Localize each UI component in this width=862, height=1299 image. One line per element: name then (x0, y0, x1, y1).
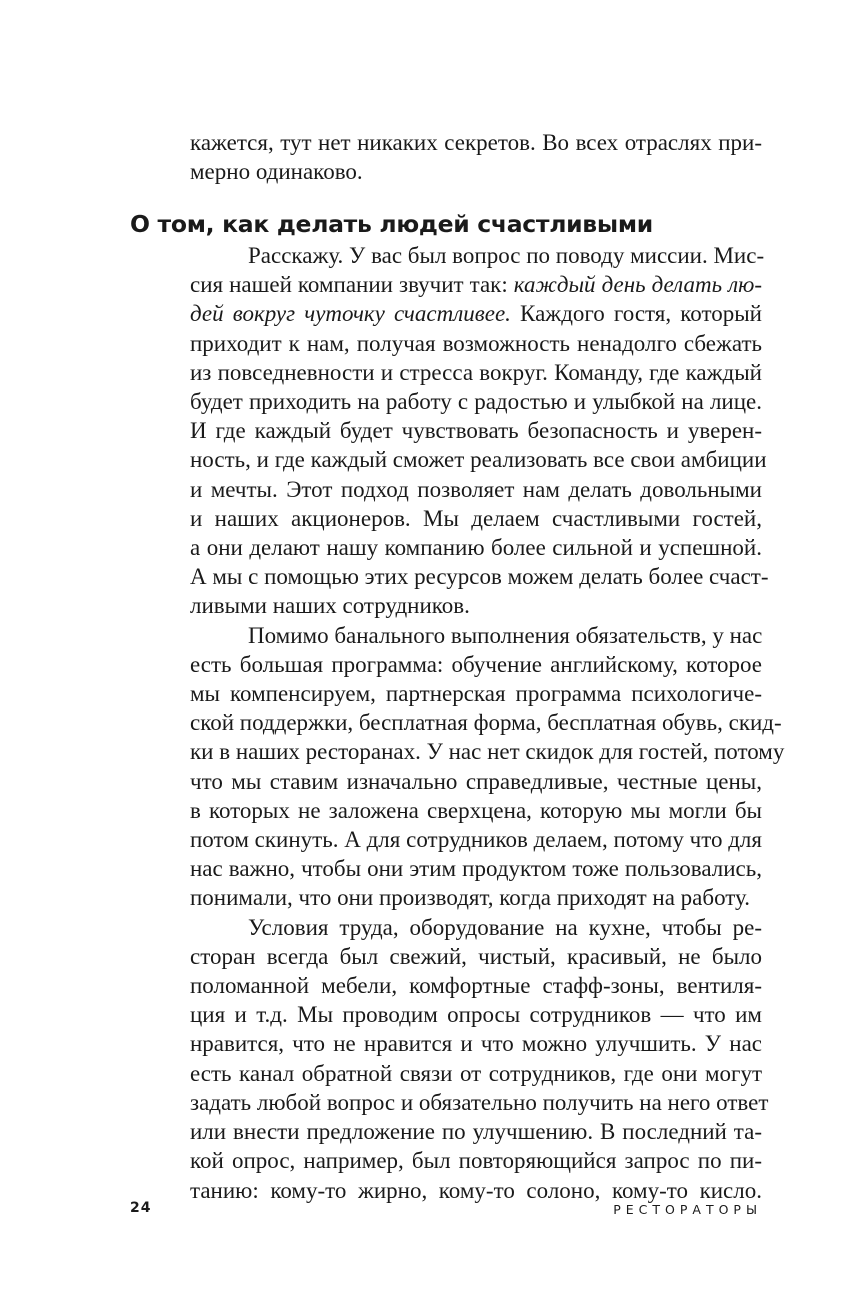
text-line: а они делают нашу компанию более сильной и успешной. (190, 535, 762, 561)
text-line: из повседневности и стресса вокруг. Команду, где каждый (190, 359, 762, 385)
text-line: и мечты. Этот подход позволяет нам делать довольными (190, 476, 762, 502)
text-line: поломанной мебели, комфортные стафф-зоны, вентиля- (190, 973, 762, 999)
intro-paragraph (190, 128, 762, 186)
text-line: мерно одинаково. (190, 159, 363, 185)
text-line: ки в наших ресторанах. У нас нет скидок для гостей, потому (190, 739, 785, 765)
text-line: есть канал обратной связи от сотрудников, где они могут (190, 1060, 762, 1086)
running-title: РЕСТОРАТОРЫ (613, 1202, 762, 1217)
text-line: И где каждый будет чувствовать безопасность и уверен- (190, 418, 762, 444)
text-line: задать любой вопрос и обязательно получить на него ответ (190, 1089, 769, 1115)
text-line: кажется, тут нет никаких секретов. Во всех отраслях при- (190, 130, 762, 155)
text-line: Условия труда, оборудование на кухне, чтобы ре- (248, 914, 762, 940)
body-text (190, 241, 785, 1205)
text-line: ской поддержки, бесплатная форма, бесплатная обувь, скид- (190, 710, 782, 736)
mission-italic: каждый день делать лю- (513, 272, 762, 298)
text-line: ливыми наших сотрудников. (190, 593, 470, 619)
text-line: Помимо банального выполнения обязательств, у нас (248, 622, 763, 648)
text-line: будет приходить на работу с радостью и улыбкой на лице. (190, 389, 762, 415)
text-line: кой опрос, например, был повторяющийся запрос по пи- (190, 1148, 762, 1174)
text-line: понимали, что они производят, когда приходят на работу. (190, 885, 750, 911)
text-line: танию: кому-то жирно, кому-то солоно, кому-то кисло. (190, 1177, 762, 1203)
text-line: нравится, что не нравится и что можно улучшить. У нас (190, 1031, 762, 1057)
text-line: А мы с помощью этих ресурсов можем делать более счаст- (190, 564, 769, 590)
text-line: нас важно, чтобы они этим продуктом тоже пользовались, (190, 856, 762, 882)
text-line: мы компенсируем, партнерская программа психологиче- (190, 681, 762, 707)
text-line: сторан всегда был свежий, чистый, красивый, не было (190, 943, 762, 969)
text-line (190, 270, 762, 299)
text-line: ция и т.д. Мы проводим опросы сотрудников — что им (190, 1002, 762, 1028)
text-line: что мы ставим изначально справедливые, честные цены, (190, 768, 762, 794)
text-line: и наших акционеров. Мы делаем счастливыми гостей, (190, 505, 762, 531)
text-line (190, 299, 762, 328)
text-line: есть большая программа: обучение английскому, которое (190, 651, 762, 677)
section-heading: О том, как делать людей счастливыми (130, 210, 653, 238)
text-span: сия нашей компании звучит так: (190, 272, 514, 298)
mission-italic: дей вокруг чуточку счастливее. (190, 301, 511, 327)
text-span: Каждого гостя, который (510, 301, 762, 327)
text-line: Расскажу. У вас был вопрос по поводу миссии. Мис- (248, 243, 765, 268)
text-line: или внести предложение по улучшению. В последний та- (190, 1119, 762, 1145)
text-line: приходит к нам, получая возможность ненадолго сбежать (190, 330, 762, 356)
text-line: ность, и где каждый сможет реализовать все свои амбиции (190, 447, 767, 473)
text-line: потом скинуть. А для сотрудников делаем, потому что для (190, 827, 762, 853)
page-number: 24 (130, 1200, 152, 1216)
text-line: в которых не заложена сверхцена, которую мы могли бы (190, 797, 762, 823)
